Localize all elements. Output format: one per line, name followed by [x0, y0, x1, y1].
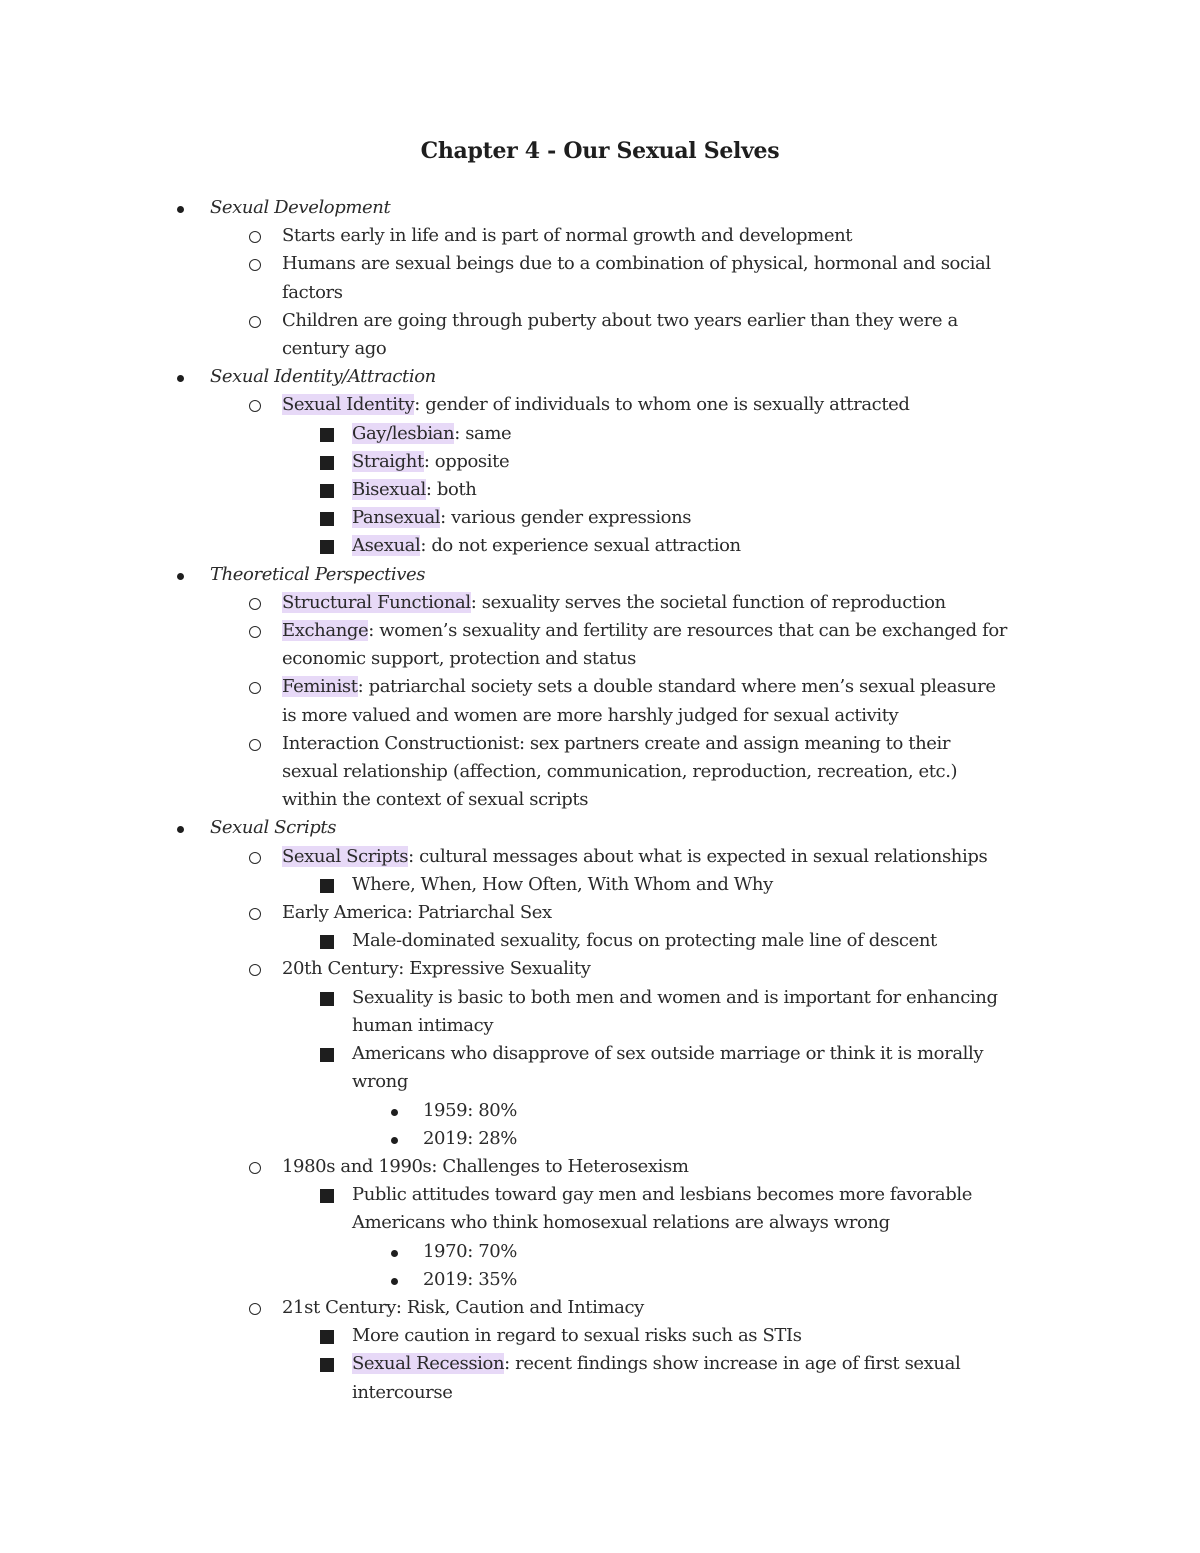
list-item: Humans are sexual beings due to a combination of physical, hormonal and social: [0, 250, 1200, 278]
list-item: Sexual Recession: recent findings show increase in age of first sexual: [0, 1350, 1200, 1378]
list-item: Bisexual: both: [0, 476, 1200, 504]
list-item: 1970: 70%: [0, 1238, 1200, 1266]
list-item: Children are going through puberty about two years earlier than they were a: [0, 307, 1200, 335]
filled-square-bullet-icon: [320, 540, 334, 554]
filled-square-bullet-icon: [320, 512, 334, 526]
list-item: Exchange: women’s sexuality and fertility are resources that can be exchanged for: [0, 617, 1200, 645]
list-item: 2019: 28%: [0, 1125, 1200, 1153]
outline: [0, 194, 1200, 1407]
list-item-continuation: sexual relationship (affection, communication, reproduction, recreation, etc.): [282, 761, 958, 783]
list-item: Straight: opposite: [0, 448, 1200, 476]
list-item: Asexual: do not experience sexual attraction: [0, 532, 1200, 560]
list-item: 20th Century: Expressive Sexuality: [0, 955, 1200, 983]
filled-square-bullet-icon: [320, 992, 334, 1006]
hollow-circle-bullet-icon: [249, 682, 261, 694]
hollow-circle-bullet-icon: [249, 626, 261, 638]
highlighted-term: Gay/lesbian: [352, 422, 455, 444]
list-item: 2019: 35%: [0, 1266, 1200, 1294]
highlighted-term: Asexual: [352, 535, 421, 557]
list-item: More caution in regard to sexual risks such as STIs: [0, 1322, 1200, 1350]
filled-square-bullet-icon: [320, 935, 334, 949]
list-item-continuation: intercourse: [352, 1381, 453, 1403]
list-item: 1980s and 1990s: Challenges to Heterosexism: [0, 1153, 1200, 1181]
page-title: Chapter 4 - Our Sexual Selves: [420, 138, 780, 164]
section-heading: Sexual Scripts: [0, 814, 1200, 842]
list-item: Where, When, How Often, With Whom and Why: [0, 871, 1200, 899]
highlighted-term: Sexual Identity: [282, 394, 415, 416]
highlighted-term: Bisexual: [352, 479, 426, 501]
list-item-continuation: Americans who think homosexual relations are always wrong: [352, 1212, 890, 1234]
filled-dot-bullet-icon: [391, 1278, 398, 1285]
list-item: Sexuality is basic to both men and women and is important for enhancing: [0, 984, 1200, 1012]
highlighted-term: Exchange: [282, 620, 369, 642]
filled-square-bullet-icon: [320, 484, 334, 498]
highlighted-term: Feminist: [282, 676, 358, 698]
filled-square-bullet-icon: [320, 1189, 334, 1203]
highlighted-term: Sexual Scripts: [282, 845, 409, 867]
list-item: Sexual Scripts: cultural messages about what is expected in sexual relationships: [0, 843, 1200, 871]
filled-dot-bullet-icon: [177, 573, 184, 580]
list-item-continuation: is more valued and women are more harshly judged for sexual activity: [282, 704, 899, 726]
filled-square-bullet-icon: [320, 456, 334, 470]
section-heading: Theoretical Perspectives: [0, 561, 1200, 589]
list-item: Pansexual: various gender expressions: [0, 504, 1200, 532]
list-item: Public attitudes toward gay men and lesbians becomes more favorable: [0, 1181, 1200, 1209]
filled-dot-bullet-icon: [177, 206, 184, 213]
filled-dot-bullet-icon: [177, 826, 184, 833]
filled-square-bullet-icon: [320, 1358, 334, 1372]
list-item-continuation: human intimacy: [352, 1014, 494, 1036]
highlighted-term: Structural Functional: [282, 591, 471, 613]
list-item-continuation: factors: [282, 281, 343, 303]
list-item: Sexual Identity: gender of individuals to whom one is sexually attracted: [0, 391, 1200, 419]
highlighted-term: Pansexual: [352, 507, 441, 529]
list-item: Early America: Patriarchal Sex: [0, 899, 1200, 927]
hollow-circle-bullet-icon: [249, 259, 261, 271]
list-item: Americans who disapprove of sex outside marriage or think it is morally: [0, 1040, 1200, 1068]
list-item-continuation: within the context of sexual scripts: [282, 789, 589, 811]
list-item: Male-dominated sexuality, focus on protecting male line of descent: [0, 927, 1200, 955]
filled-dot-bullet-icon: [177, 375, 184, 382]
list-item: Gay/lesbian: same: [0, 420, 1200, 448]
list-item: 21st Century: Risk, Caution and Intimacy: [0, 1294, 1200, 1322]
hollow-circle-bullet-icon: [249, 1162, 261, 1174]
filled-square-bullet-icon: [320, 879, 334, 893]
filled-dot-bullet-icon: [391, 1137, 398, 1144]
filled-dot-bullet-icon: [391, 1109, 398, 1116]
list-item: 1959: 80%: [0, 1097, 1200, 1125]
section-heading: Sexual Development: [0, 194, 1200, 222]
highlighted-term: Straight: [352, 450, 424, 472]
hollow-circle-bullet-icon: [249, 739, 261, 751]
list-item: Interaction Constructionist: sex partners create and assign meaning to their: [0, 730, 1200, 758]
hollow-circle-bullet-icon: [249, 1303, 261, 1315]
list-item-continuation: economic support, protection and status: [282, 648, 636, 670]
hollow-circle-bullet-icon: [249, 908, 261, 920]
list-item: Structural Functional: sexuality serves the societal function of reproduction: [0, 589, 1200, 617]
list-item-continuation: wrong: [352, 1071, 408, 1093]
hollow-circle-bullet-icon: [249, 598, 261, 610]
section-heading: Sexual Identity/Attraction: [0, 363, 1200, 391]
list-item: Feminist: patriarchal society sets a double standard where men’s sexual pleasure: [0, 673, 1200, 701]
filled-square-bullet-icon: [320, 1048, 334, 1062]
filled-dot-bullet-icon: [391, 1250, 398, 1257]
highlighted-term: Sexual Recession: [352, 1353, 505, 1375]
hollow-circle-bullet-icon: [249, 964, 261, 976]
filled-square-bullet-icon: [320, 1330, 334, 1344]
hollow-circle-bullet-icon: [249, 231, 261, 243]
list-item: Starts early in life and is part of normal growth and development: [0, 222, 1200, 250]
filled-square-bullet-icon: [320, 428, 334, 442]
list-item-continuation: century ago: [282, 338, 387, 360]
hollow-circle-bullet-icon: [249, 852, 261, 864]
hollow-circle-bullet-icon: [249, 316, 261, 328]
hollow-circle-bullet-icon: [249, 400, 261, 412]
